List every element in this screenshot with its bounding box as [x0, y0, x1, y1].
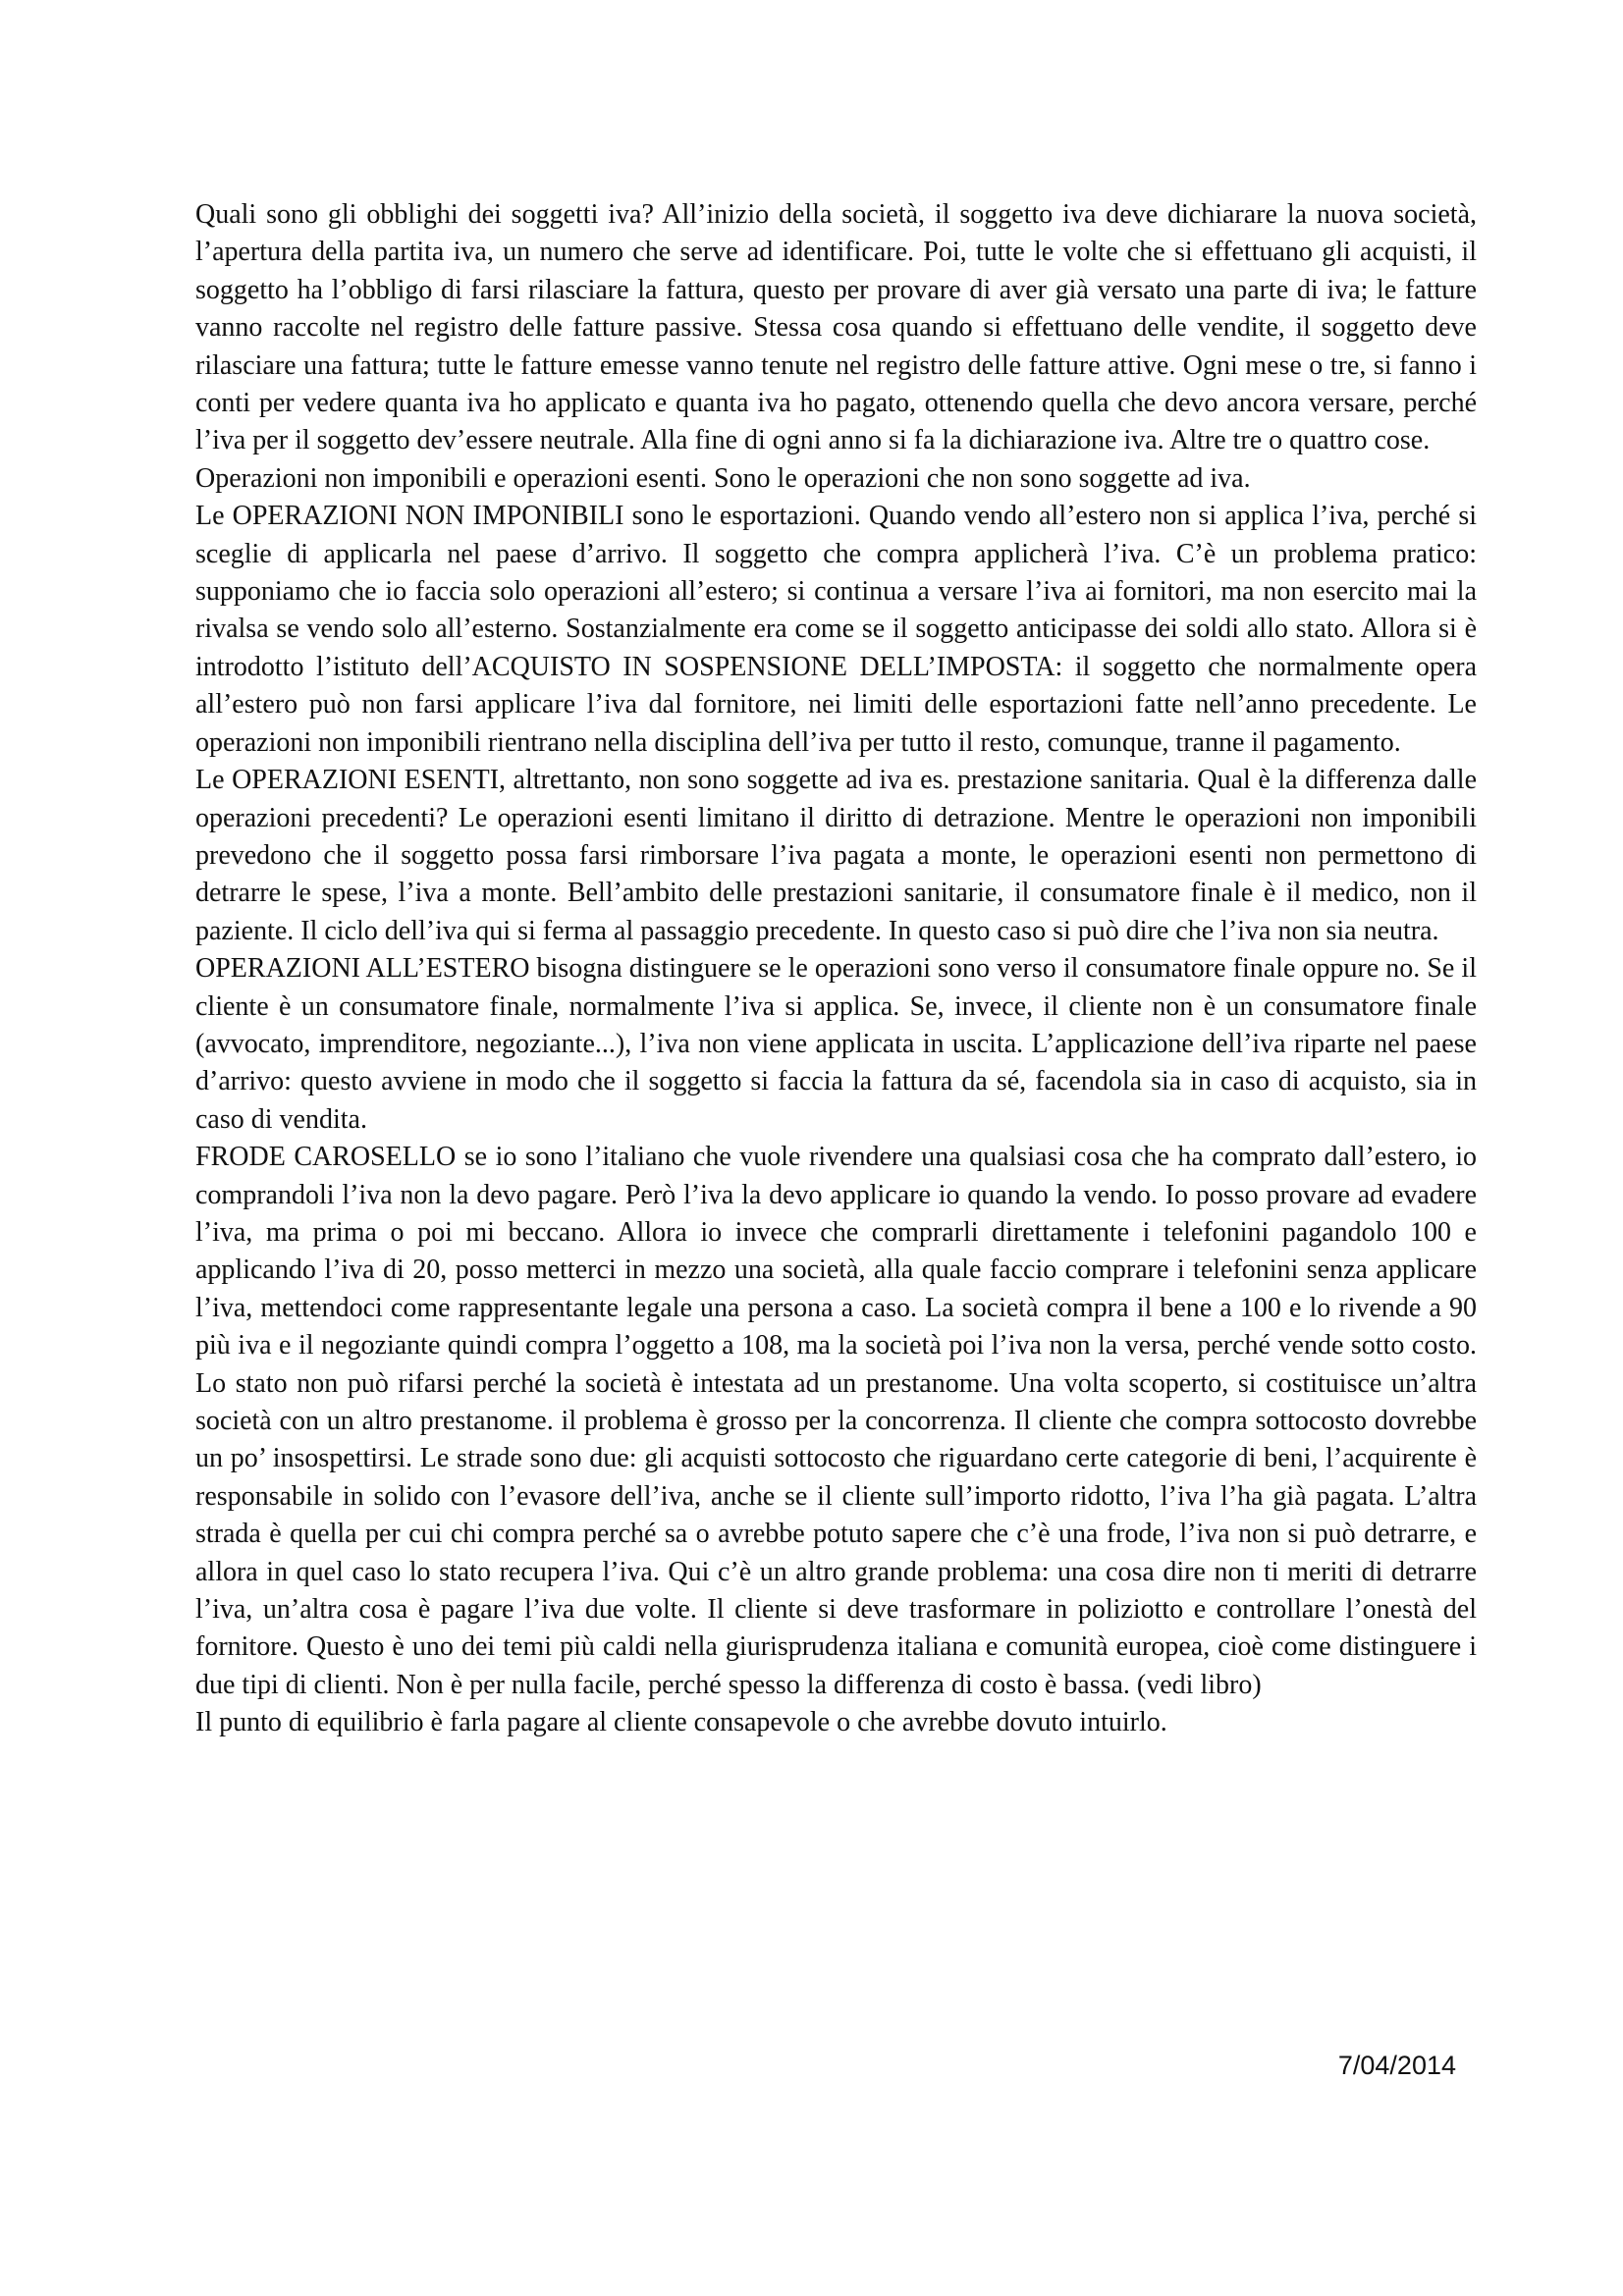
paragraph-obblighi-soggetti-iva: Quali sono gli obblighi dei soggetti iva? All’inizio della società, il soggetto iva deve dichiarare la nuova società, l’apertura della partita iva, un numero che serve ad identificare. Poi, tutte le volte che si effettuano gli acquisti, il soggetto ha l’obbligo di farsi rilasciare la fattura, questo per provare di aver già versato una parte di iva; le fatture vanno raccolte nel registro delle fatture passive. Stessa cosa quando si effettuano delle vendite, il soggetto deve rilasciare una fattura; tutte le fatture emesse vanno tenute nel registro delle fatture attive. Ogni mese o tre, si fanno i conti per vedere quanta iva ho applicato e quanta iva ho pagato, ottenendo quella che devo ancora versare, perché l’iva per il soggetto dev’essere neutrale. Alla fine di ogni anno si fa la dichiarazione iva. Altre tre o quattro cose. [195, 199, 1477, 456]
document-date: 7/04/2014 [1337, 2051, 1456, 2080]
paragraph-operazioni-esenti: Le OPERAZIONI ESENTI, altrettanto, non sono soggette ad iva es. prestazione sanitaria. Qual è la differenza dalle operazioni precedenti? Le operazioni esenti limitano il diritto di detrazione. Mentre le operazioni non imponibili prevedono che il soggetto possa farsi rimborsare l’iva pagata a monte, le operazioni esenti non permettono di detrarre le spese, l’iva a monte. Bell’ambito delle prestazioni sanitarie, il consumatore finale è il medico, non il paziente. Il ciclo dell’iva qui si ferma al passaggio precedente. In questo caso si può dire che l’iva non sia neutra. [195, 765, 1477, 946]
paragraph-operazioni-all-estero: OPERAZIONI ALL’ESTERO bisogna distinguere se le operazioni sono verso il consumatore finale oppure no. Se il cliente è un consumatore finale, normalmente l’iva si applica. Se, invece, il cliente non è un consumatore finale (avvocato, imprenditore, negoziante...), l’iva non viene applicata in uscita. L’applicazione dell’iva riparte nel paese d’arrivo: questo avviene in modo che il soggetto si faccia la fattura da sé, facendola sia in caso di acquisto, sia in caso di vendita. [195, 953, 1477, 1135]
paragraph-operazioni-non-imponibili-esenti: Operazioni non imponibili e operazioni esenti. Sono le operazioni che non sono soggette ad iva. [195, 462, 1251, 494]
paragraph-punto-di-equilibrio: Il punto di equilibrio è farla pagare al cliente consapevole o che avrebbe dovuto intuirlo. [195, 1707, 1167, 1738]
paragraph-operazioni-non-imponibili: Le OPERAZIONI NON IMPONIBILI sono le esportazioni. Quando vendo all’estero non si applica l’iva, perché si sceglie di applicarla nel paese d’arrivo. Il soggetto che compra applicherà l’iva. C’è un problema pratico: supponiamo che io faccia solo operazioni all’estero; si continua a versare l’iva ai fornitori, ma non esercito mai la rivalsa se vendo solo all’esterno. Sostanzialmente era come se il soggetto anticipasse dei soldi allo stato. Allora si è introdotto l’istituto dell’ACQUISTO IN SOSPENSIONE DELL’IMPOSTA: il soggetto che normalmente opera all’estero può non farsi applicare l’iva dal fornitore, nei limiti delle esportazioni fatte nell’anno precedente. Le operazioni non imponibili rientrano nella disciplina dell’iva per tutto il resto, comunque, tranne il pagamento. [195, 501, 1477, 758]
document-body [195, 196, 1477, 1742]
paragraph-frode-carosello: FRODE CAROSELLO se io sono l’italiano che vuole rivendere una qualsiasi cosa che ha comprato dall’estero, io comprandoli l’iva non la devo pagare. Però l’iva la devo applicare io quando la vendo. Io posso provare ad evadere l’iva, ma prima o poi mi beccano. Allora io invece che comprarli direttamente i telefonini pagandolo 100 e applicando l’iva di 20, posso metterci in mezzo una società, alla quale faccio comprare i telefonini senza applicare l’iva, mettendoci come rappresentante legale una persona a caso. La società compra il bene a 100 e lo rivende a 90 più iva e il negoziante quindi compra l’oggetto a 108, ma la società poi l’iva non la versa, perché vende sotto costo. Lo stato non può rifarsi perché la società è intestata ad un prestanome. Una volta scoperto, si costituisce un’altra società con un altro prestanome. il problema è grosso per la concorrenza. Il cliente che compra sottocosto dovrebbe un po’ insospettirsi. Le strade sono due: gli acquisti sottocosto che riguardano certe categorie di beni, l’acquirente è responsabile in solido con l’evasore dell’iva, anche se il cliente sull’importo ridotto, l’iva l’ha già pagata. L’altra strada è quella per cui chi compra perché sa o avrebbe potuto sapere che c’è una frode, l’iva non si può detrarre, e allora in quel caso lo stato recupera l’iva. Qui c’è un altro grande problema: una cosa dire non ti meriti di detrarre l’iva, un’altra cosa è pagare l’iva due volte. Il cliente si deve trasformare in poliziotto e controllare l’onestà del fornitore. Questo è uno dei temi più caldi nella giurisprudenza italiana e comunità europea, cioè come distinguere i due tipi di clienti. Non è per nulla facile, perché spesso la differenza di costo è bassa. (vedi libro) [195, 1142, 1477, 1700]
